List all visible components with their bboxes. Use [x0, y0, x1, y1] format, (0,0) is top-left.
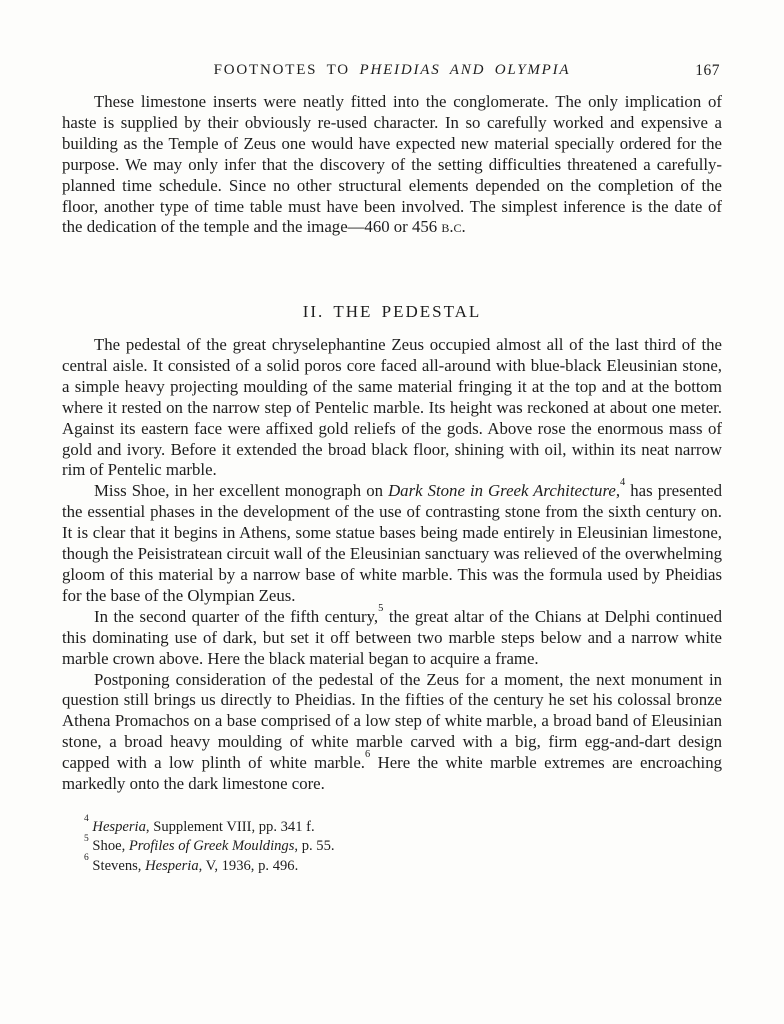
footnote-6: [62, 853, 722, 877]
paragraph-text: The pedestal of the great chryselephantine Zeus occupied almost all of the last third of the central aisle. It consisted of a solid poros core faced all-around with blue-black Eleusinian stone, a simple heavy projecting moulding of the same material fringing it at the top and at the bottom where it rested on the narrow step of Pentelic marble. Its height was reckoned at about one meter. Against its eastern face were affixed gold reliefs of the gods. Above rose the enormous mass of gold and ivory. Before it extended the broad black floor, shining with oil, within its neat narrow rim of Pentelic marble.: [62, 335, 722, 480]
paragraph-text: ,: [615, 481, 621, 501]
footnote-text: Shoe,: [92, 838, 129, 855]
footnote-text: , p. 55.: [294, 838, 335, 855]
footnote-text: , Supplement VIII, pp. 341 f.: [145, 818, 315, 835]
paragraph-limestone-inserts: [62, 92, 722, 238]
section-heading: [62, 302, 722, 322]
footnote-4: [62, 814, 722, 838]
footnote-italic: Hesperia: [145, 857, 199, 874]
section-numeral: II.: [302, 302, 325, 321]
book-title-italic: Dark Stone in Greek Architecture: [388, 481, 616, 501]
footnote-reference-4: 4: [620, 477, 626, 489]
running-title-plain: FOOTNOTES TO: [213, 62, 350, 78]
smallcaps-bc: b.c.: [441, 217, 466, 237]
running-title-italic: PHEIDIAS AND OLYMPIA: [359, 62, 571, 78]
running-title: [62, 62, 722, 79]
paragraph-chians-altar: [62, 602, 722, 670]
paragraph-text: Here the white marble extremes are encroaching markedly onto the dark limestone core.: [62, 753, 722, 794]
footnote-text: , V, 1936, p. 496.: [198, 857, 299, 874]
footnote-italic: Hesperia: [92, 818, 146, 835]
paragraph-miss-shoe: [62, 477, 722, 606]
footnote-marker: 4: [84, 814, 89, 825]
paragraph-text: In the second quarter of the fifth century,: [94, 606, 379, 626]
running-header: [62, 62, 722, 84]
footnotes-block: [62, 814, 722, 877]
paragraph-text: Postponing consideration of the pedestal of the Zeus for a moment, the next monument in question still brings us directly to Pheidias. In the fifties of the century he set his colossal bronze Athena Promachos on a base comprised of a low step of white marble, a broad band of Eleusinian stone, a broad heavy moulding of white marble carved with a big, firm egg-and-dart design capped with a low plinth of white marble.: [62, 669, 722, 773]
paragraph-text: the great altar of the Chians at Delphi continued this dominating use of dark, but set it off between two marble steps below and a narrow white marble crown above. Here the black material began to acquire a frame.: [62, 606, 722, 668]
paragraph-text: Miss Shoe, in her excellent monograph on: [94, 481, 389, 501]
paragraph-text: These limestone inserts were neatly fitted into the conglomerate. The only implication of haste is supplied by their obviously re-used character. In so carefully worked and expensive a building as the Temple of Zeus one would have expected new material specially ordered for the purpose. We may only infer that the discovery of the setting difficulties threatened a carefully-planned time schedule. Since no other structural elements depended on the completion of the floor, another type of time table must have been involved. The simplest inference is the date of the dedication of the temple and the image—460 or 456: [62, 92, 722, 237]
footnote-italic: Profiles of Greek Mouldings: [128, 838, 295, 855]
footnote-reference-6: 6: [364, 748, 371, 760]
body-text: [62, 335, 722, 876]
paragraph-athena-promachos: [62, 670, 722, 795]
paragraph-text: has presented the essential phases in the development of the use of contrasting stone from the sixth century on. It is clear that it begins in Athens, some statue bases being made entirely in Eleusinian limestone, though the Peisistratean circuit wall of the Eleusinian sanctuary was relieved of the overwhelming gloom of this material by a narrow base of white marble. This was the formula used by Pheidias for the base of the Olympian Zeus.: [62, 481, 722, 605]
page-number: 167: [695, 62, 720, 79]
section-title: THE PEDESTAL: [333, 302, 482, 321]
footnote-5: [62, 833, 722, 857]
footnote-marker: 6: [84, 853, 89, 864]
footnote-reference-5: 5: [378, 602, 384, 614]
footnote-marker: 5: [84, 833, 89, 844]
footnote-text: Stevens,: [92, 857, 146, 874]
paragraph-pedestal: [62, 335, 722, 481]
